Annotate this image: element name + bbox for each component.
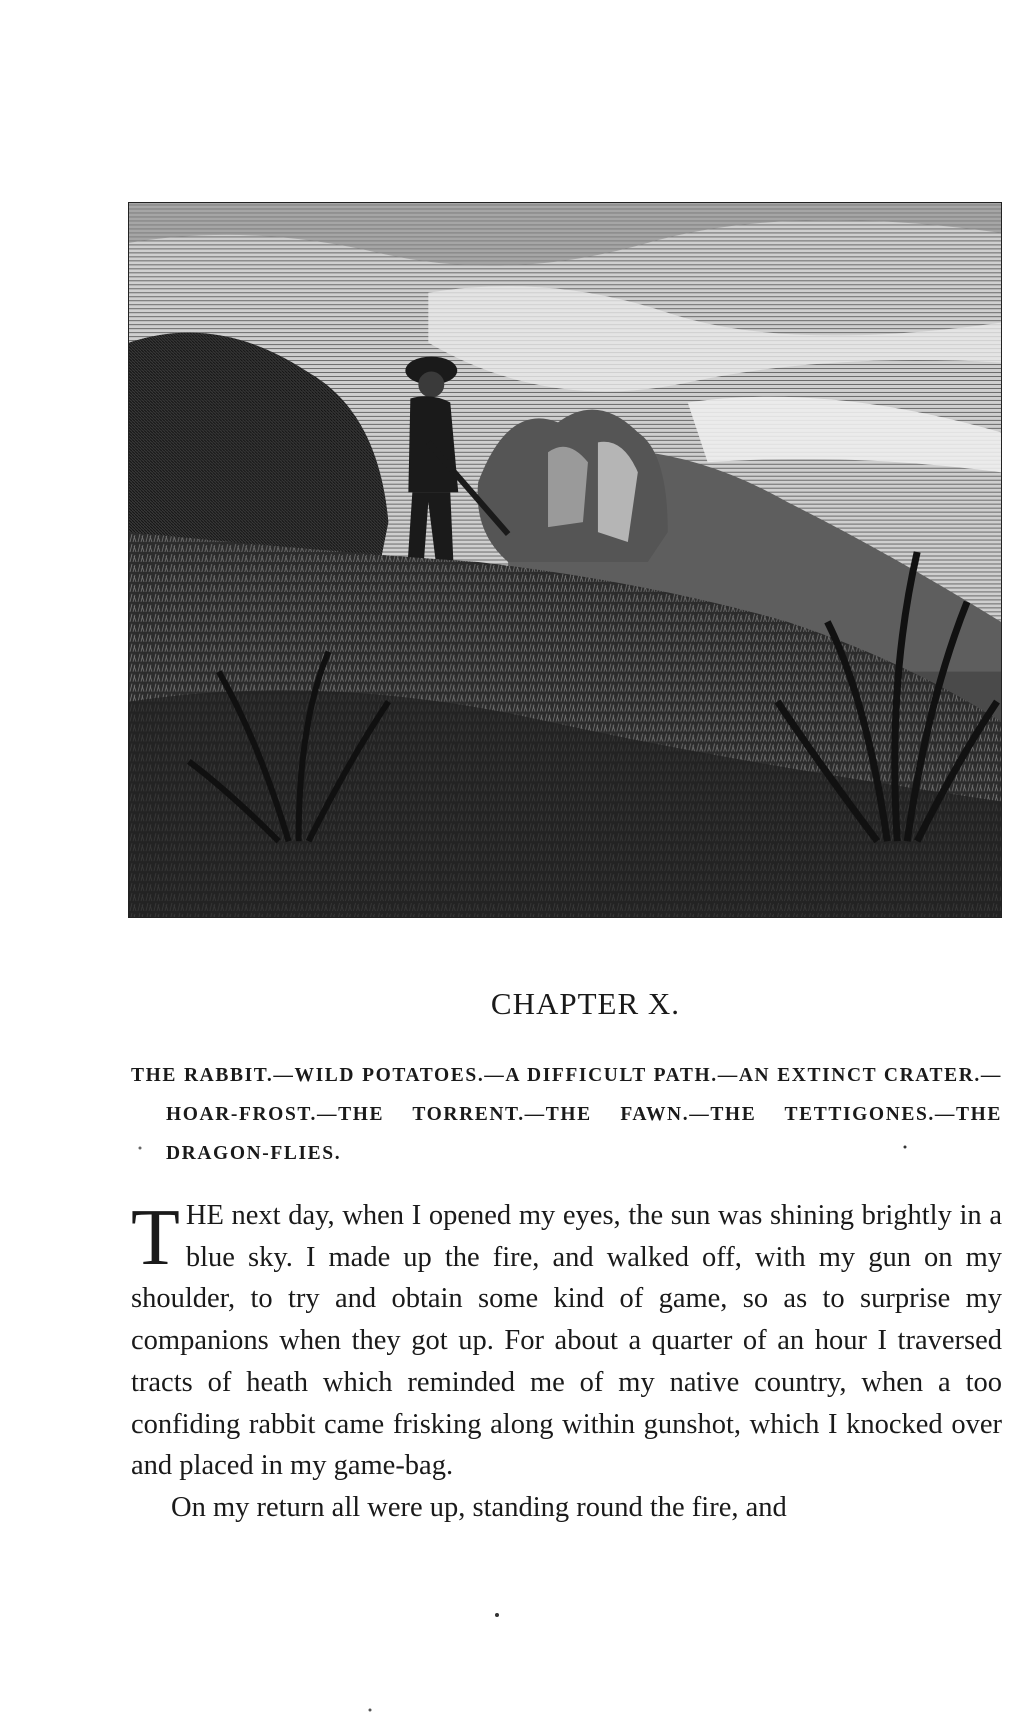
body-text <box>131 1195 1002 1529</box>
paragraph-first <box>131 1195 1002 1487</box>
chapter-illustration <box>128 202 1002 918</box>
chapter-synopsis: THE RABBIT.—WILD POTATOES.—A DIFFICULT PATH.—AN EXTINCT CRATER.—HOAR-FROST.—THE TORRENT.—THE FAWN.—THE TETTIGONES.—THE DRAGON-FLIES. <box>131 1065 1002 1164</box>
engraving-hunter-on-hillside <box>129 203 1001 917</box>
chapter-title: CHAPTER X. <box>490 986 681 1021</box>
paragraph-first-text: HE next day, when I opened my eyes, the sun was shining brightly in a blue sky. I made up the fire, and walked off, with my gun on my shoulder, to try and obtain some kind of game, so as to surprise my companions when they got up. For about a quarter of an hour I traversed tracts of heath which reminded me of my native country, when a too confiding rabbit came frisking along within gunshot, which I knocked over and placed in my game-bag. <box>131 1200 1002 1482</box>
drop-cap: T <box>131 1194 180 1282</box>
paragraph-second: On my return all were up, standing round the fire, and <box>171 1491 787 1523</box>
